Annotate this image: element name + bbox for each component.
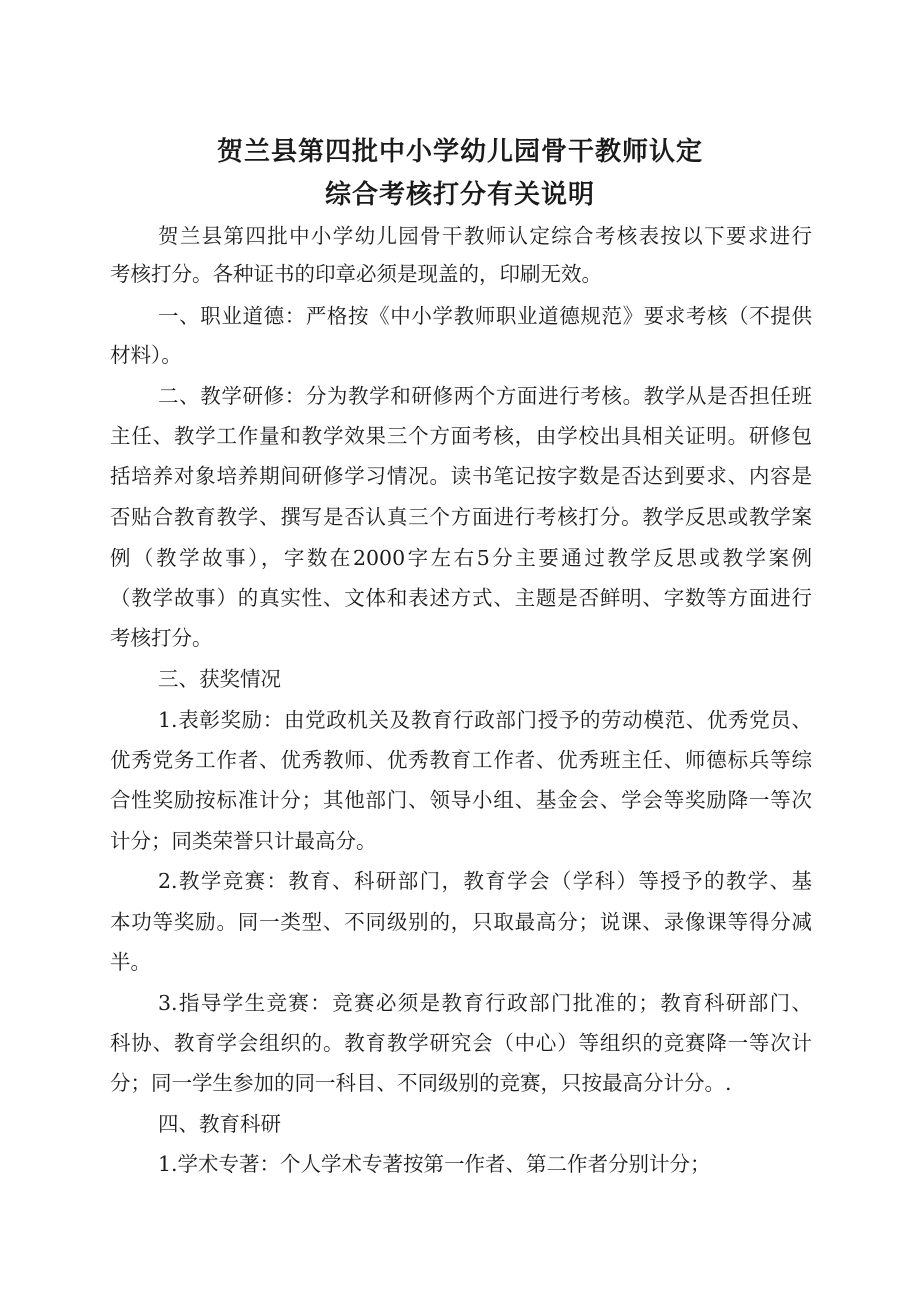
paragraph-line: 一、职业道德：严格按《中小学教师职业道德规范》要求考核（不提供 [158,304,812,328]
paragraph-line: 考核打分。 [110,626,213,650]
paragraph-line: 贺兰县第四批中小学幼儿园骨干教师认定综合考核表按以下要求进行 [158,224,812,248]
paragraph-line: 分；同一学生参加的同一科目、不同级别的竞赛，只按最高分计分。. [110,1071,732,1095]
paragraph-line: 2.教学竞赛：教育、科研部门，教育学会（学科）等授予的教学、基 [158,869,812,893]
paragraph-line: 3.指导学生竞赛：竞赛必须是教育行政部门批准的；教育科研部门、 [158,991,812,1015]
paragraph-line: 例（教学故事），字数在2000字左右5分主要通过教学反思或教学案例 [110,546,812,570]
paragraph-line: 科协、教育学会组织的。教育教学研究会（中心）等组织的竞赛降一等次计 [110,1031,812,1055]
paragraph-line: 1.表彰奖励：由党政机关及教育行政部门授予的劳动模范、优秀党员、 [158,708,812,732]
paragraph-line: 优秀党务工作者、优秀教师、优秀教育工作者、优秀班主任、师德标兵等综 [110,748,812,772]
paragraph-line: 材料）。 [110,343,182,367]
section-heading: 三、获奖情况 [158,667,281,691]
paragraph-line: （教学故事）的真实性、文体和表述方式、主题是否鲜明、字数等方面进行 [110,586,812,610]
paragraph-line: 二、教学研修：分为教学和研修两个方面进行考核。教学从是否担任班 [158,384,812,408]
section-heading: 四、教育科研 [158,1112,281,1136]
paragraph-line: 否贴合教育教学、撰写是否认真三个方面进行考核打分。教学反思或教学案 [110,505,812,529]
document-title-line-1: 贺兰县第四批中小学幼儿园骨干教师认定 [216,137,703,167]
paragraph-line: 本功等奖励。同一类型、不同级别的，只取最高分；说课、录像课等得分减 [110,910,812,934]
paragraph-line: 半。 [110,950,151,974]
paragraph-line: 1.学术专著：个人学术专著按第一作者、第二作者分别计分； [158,1152,711,1176]
document-title-line-2: 综合考核打分有关说明 [324,180,595,210]
paragraph-line: 括培养对象培养期间研修学习情况。读书笔记按字数是否达到要求、内容是 [110,464,812,488]
paragraph-line: 计分；同类荣誉只计最高分。 [110,829,377,853]
paragraph-line: 考核打分。各种证书的印章必须是现盖的，印刷无效。 [110,262,602,286]
paragraph-line: 合性奖励按标准计分；其他部门、领导小组、基金会、学会等奖励降一等次 [110,788,812,812]
paragraph-line: 主任、教学工作量和教学效果三个方面考核，由学校出具相关证明。研修包 [110,424,812,448]
